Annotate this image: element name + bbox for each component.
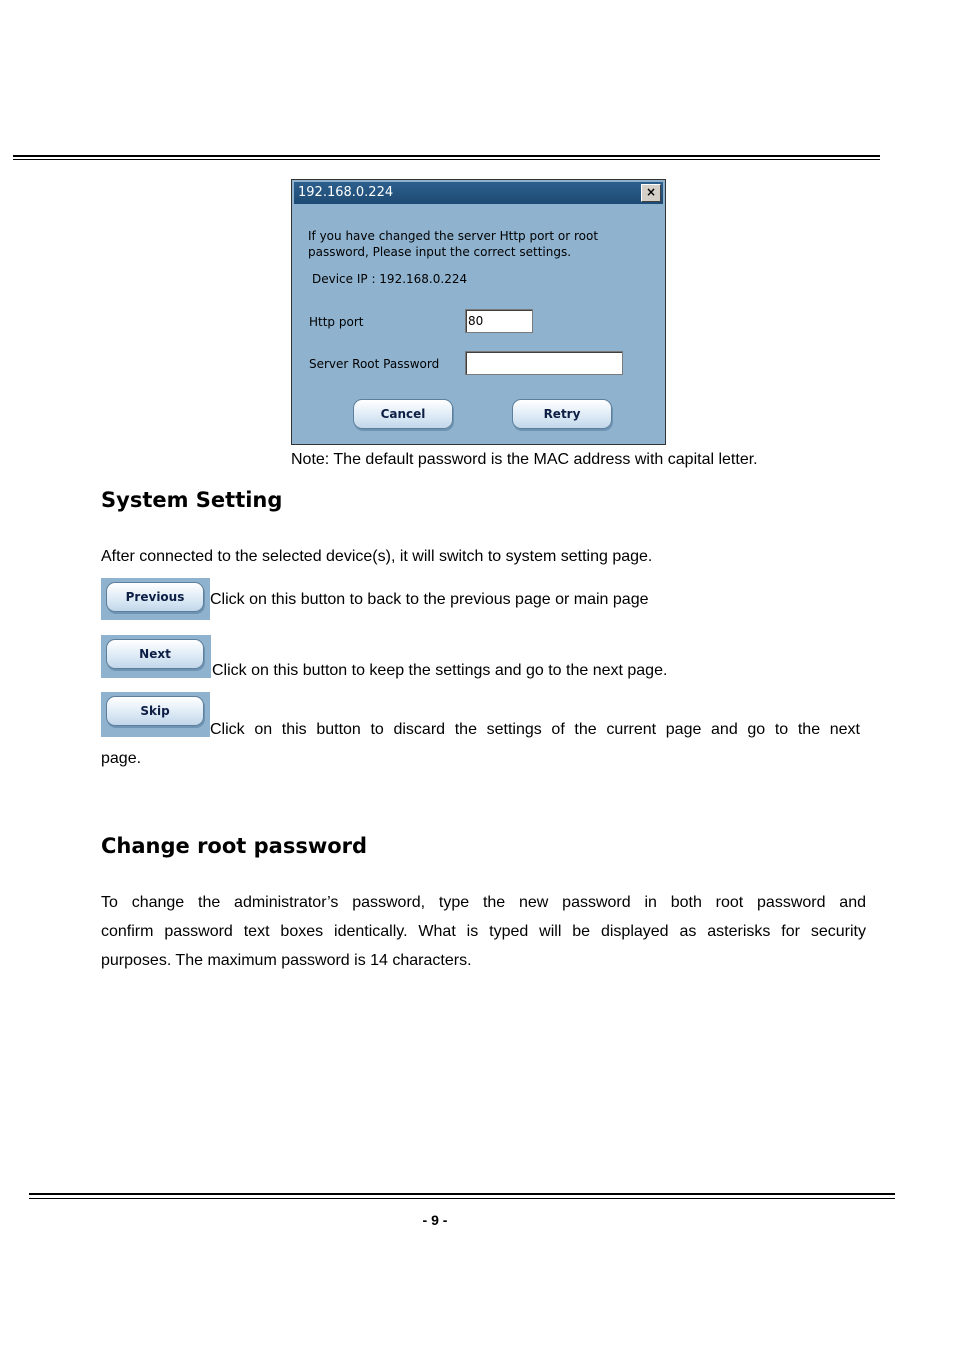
cancel-button[interactable]: Cancel [353, 399, 453, 429]
header-rule-thin [13, 159, 880, 160]
change-root-line: confirm password text boxes identically. What is typed will be displayed as asterisks for security [101, 923, 866, 940]
dialog-message-line: password, Please input the correct settings. [308, 245, 572, 259]
dialog-message-line: If you have changed the server Http port or root [308, 229, 599, 243]
previous-description: Click on this button to back to the previous page or main page [210, 591, 649, 608]
dialog-title-bar [294, 182, 663, 204]
skip-button[interactable]: Skip [106, 696, 204, 726]
dialog-body [294, 204, 663, 442]
close-icon[interactable]: × [641, 184, 661, 202]
http-port-label: Http port [309, 315, 364, 329]
change-root-heading: Change root password [101, 834, 368, 858]
system-setting-heading: System Setting [101, 488, 283, 512]
previous-button[interactable]: Previous [106, 582, 204, 612]
device-ip-label: Device IP : 192.168.0.224 [312, 272, 468, 286]
dialog-message [308, 228, 628, 260]
change-root-line: To change the administrator’s password, type the new password in both root password and [101, 894, 866, 911]
dialog-title: 192.168.0.224 [298, 185, 394, 200]
next-button-image [101, 635, 211, 678]
http-port-input[interactable]: 80 [465, 309, 533, 333]
next-description: Click on this button to keep the settings and go to the next page. [212, 662, 668, 679]
default-password-note: Note: The default password is the MAC address with capital letter. [291, 451, 758, 468]
header-rule-thick [13, 155, 880, 157]
next-button[interactable]: Next [106, 639, 204, 669]
skip-description-cont: page. [101, 750, 142, 767]
system-setting-intro: After connected to the selected device(s), it will switch to system setting page. [101, 548, 653, 565]
connection-dialog [291, 179, 666, 445]
page-number: - 9 - [422, 1212, 448, 1228]
change-root-line: purposes. The maximum password is 14 characters. [101, 952, 472, 969]
previous-button-image [101, 578, 210, 620]
root-password-input[interactable] [465, 351, 623, 375]
skip-button-image [101, 692, 210, 737]
retry-button[interactable]: Retry [512, 399, 612, 429]
footer-rule-thin [29, 1198, 895, 1199]
footer-rule-thick [29, 1193, 895, 1195]
root-password-label: Server Root Password [309, 357, 440, 371]
skip-description: Click on this button to discard the settings of the current page and go to the next [210, 721, 860, 738]
